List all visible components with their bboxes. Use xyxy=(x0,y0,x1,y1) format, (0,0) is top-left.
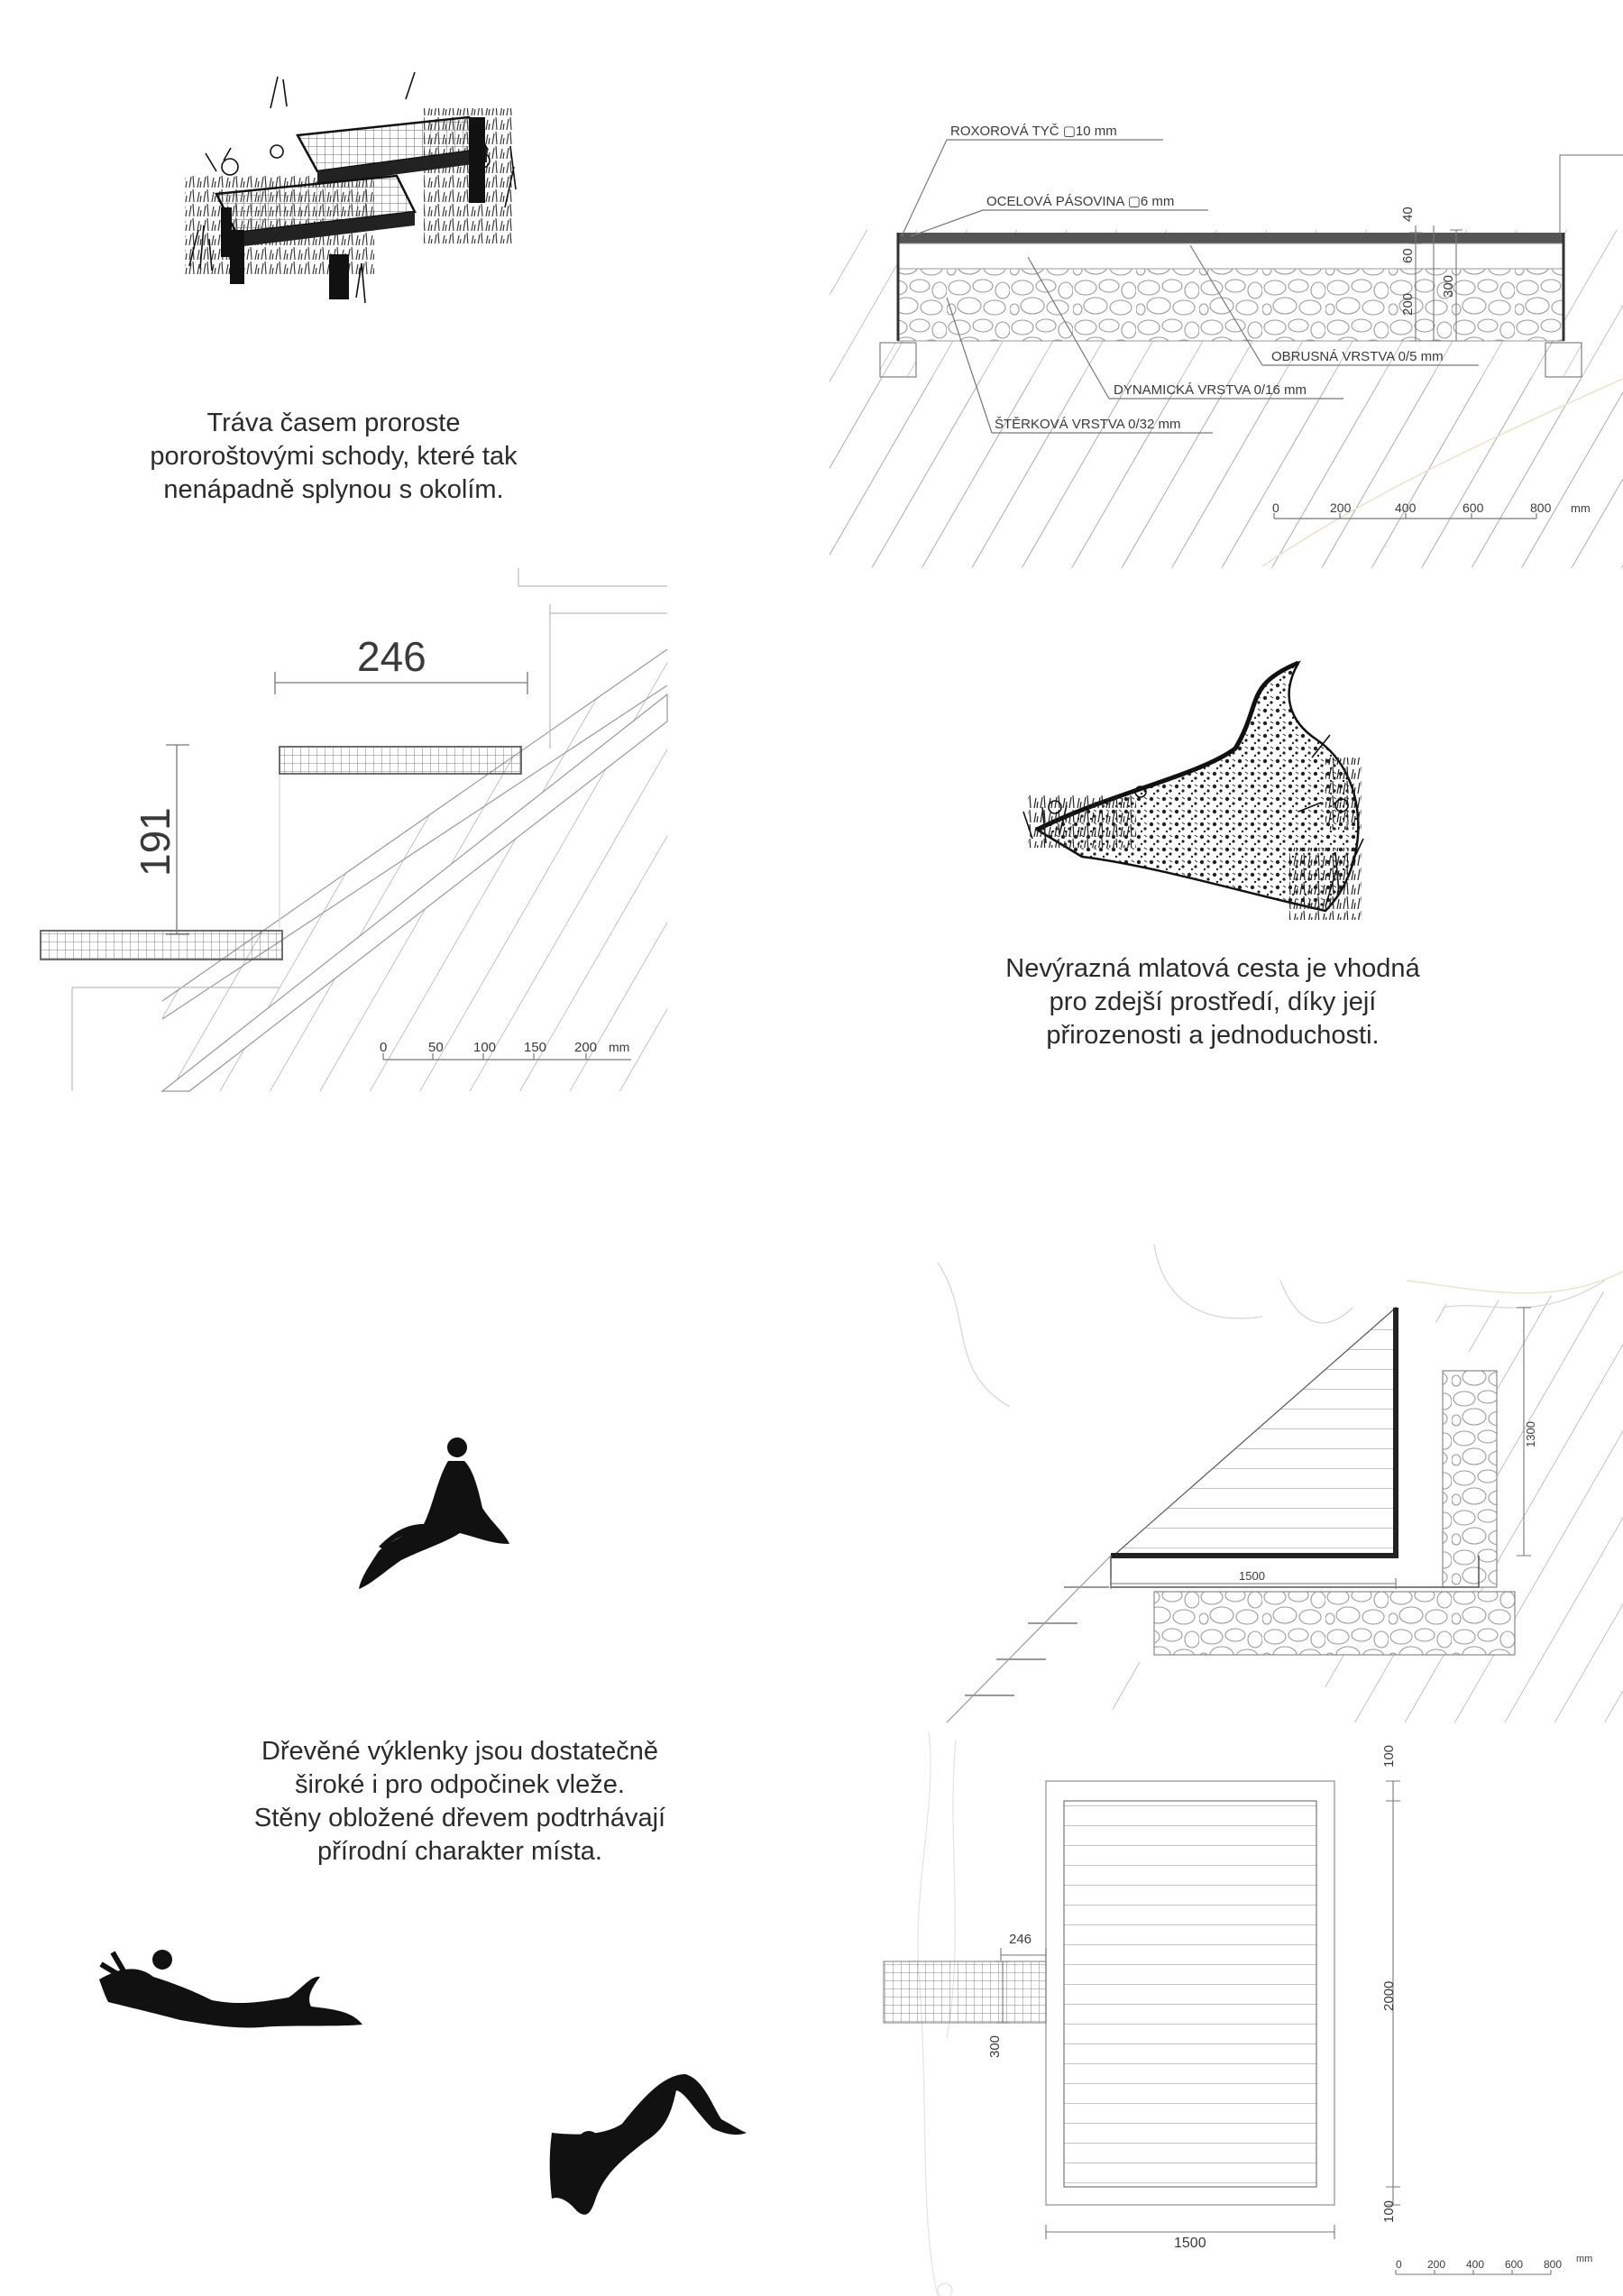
caption-line: pro zdejší prostředí, díky její xyxy=(1049,987,1377,1016)
dim-niche-height: 1300 xyxy=(1524,1421,1537,1447)
dim-riser: 191 xyxy=(132,807,179,877)
scale-50: 50 xyxy=(428,1040,444,1055)
niche-plan xyxy=(884,1731,1592,2296)
sitting-figure xyxy=(359,1437,509,1589)
dim-top: 100 xyxy=(1381,1744,1397,1768)
label-wear-layer: OBRUSNÁ VRSTVA 0/5 mm xyxy=(1271,349,1444,364)
caption-line: Tráva časem proroste xyxy=(206,409,461,437)
caption-line: nenápadně splynou s okolím. xyxy=(163,475,504,504)
scale-0: 0 xyxy=(1396,2258,1402,2271)
scale-600: 600 xyxy=(1463,501,1484,515)
dim-width: 1500 xyxy=(1174,2236,1206,2251)
scale-200: 200 xyxy=(574,1040,598,1055)
dim-tread: 246 xyxy=(357,633,426,680)
caption-line: Nevýrazná mlatová cesta je vhodná xyxy=(1005,954,1420,983)
scale-600: 600 xyxy=(1505,2258,1524,2271)
scale-150: 150 xyxy=(524,1040,547,1055)
scale-200: 200 xyxy=(1427,2258,1446,2271)
caption-line: Dřevěné výklenky jsou dostatečně xyxy=(261,1737,659,1766)
scale-unit: mm xyxy=(1571,501,1591,515)
caption-line: pororoštovými schody, které tak xyxy=(150,442,518,471)
scale-200: 200 xyxy=(1330,501,1352,515)
scale-0: 0 xyxy=(1272,501,1279,515)
dim-40: 40 xyxy=(1400,207,1416,222)
scale-0: 0 xyxy=(380,1040,388,1055)
dim-niche-width: 1500 xyxy=(1239,1569,1265,1583)
dim-length: 2000 xyxy=(1381,1980,1397,2011)
dim-step: 246 xyxy=(1009,1932,1032,1947)
stairs-sketch xyxy=(185,72,516,303)
dim-step-width: 300 xyxy=(987,2034,1003,2058)
scale-100: 100 xyxy=(473,1040,497,1055)
reclining-figure xyxy=(550,2074,747,2215)
scale-400: 400 xyxy=(1466,2258,1485,2271)
dim-bottom: 100 xyxy=(1381,2200,1397,2223)
label-strip: OCELOVÁ PÁSOVINA ▢6 mm xyxy=(986,194,1175,209)
path-sketch xyxy=(1023,663,1363,920)
scale-800: 800 xyxy=(1530,501,1552,515)
dim-300: 300 xyxy=(1441,274,1456,298)
dim-60: 60 xyxy=(1400,248,1416,263)
label-dynamic-layer: DYNAMICKÁ VRSTVA 0/16 mm xyxy=(1114,382,1307,398)
scale-800: 800 xyxy=(1544,2258,1563,2271)
caption-line: široké i pro odpočinek vleže. xyxy=(295,1770,625,1799)
niche-section xyxy=(938,1244,1623,1722)
scale-unit: mm xyxy=(1576,2254,1593,2264)
scale-unit: mm xyxy=(609,1040,630,1054)
dim-200: 200 xyxy=(1400,292,1416,316)
label-gravel-layer: ŠTĚRKOVÁ VRSTVA 0/32 mm xyxy=(995,417,1181,432)
label-rod: ROXOROVÁ TYČ ▢10 mm xyxy=(950,124,1117,139)
caption-line: přirozenosti a jednoduchosti. xyxy=(1046,1021,1380,1050)
stair-detail xyxy=(41,568,667,1091)
lying-figure xyxy=(99,1950,362,2027)
caption-line: Stěny obložené dřevem podtrhávají xyxy=(253,1804,666,1832)
path-section xyxy=(830,124,1623,568)
caption-line: přírodní charakter místa. xyxy=(317,1837,602,1866)
scale-400: 400 xyxy=(1395,501,1417,515)
